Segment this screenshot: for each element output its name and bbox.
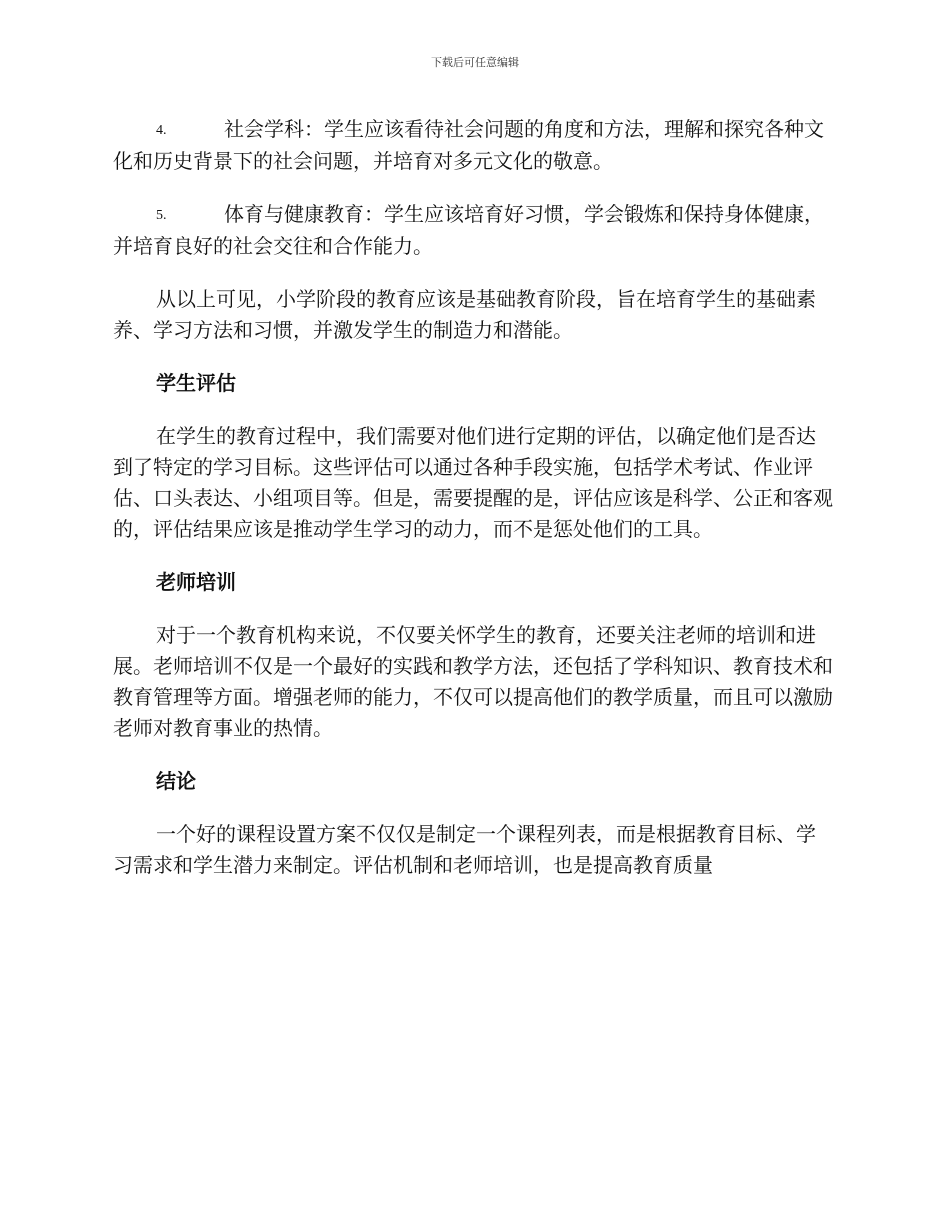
list-item-text: 体育与健康教育：学生应该培育好习惯，学会锻炼和保持身体健康，并培育良好的社会交往和合作能力。 — [113, 202, 824, 258]
section-heading-teacher-training: 老师培训 — [156, 570, 236, 594]
list-item-text: 社会学科：学生应该看待社会问题的角度和方法，理解和探究各种文化和历史背景下的社会问题，并培育对多元文化的敬意。 — [113, 117, 824, 173]
page-header: 下载后可任意编辑 — [431, 56, 519, 69]
list-item — [113, 114, 833, 177]
section-heading-conclusion: 结论 — [156, 769, 196, 793]
list-item — [113, 199, 833, 262]
section-paragraph-student-assessment: 在学生的教育过程中，我们需要对他们进行定期的评估，以确定他们是否达到了特定的学习目标。这些评估可以通过各种手段实施，包括学术考试、作业评估、口头表达、小组项目等。但是，需要提醒的是，评估应该是科学、公正和客观的，评估结果应该是推动学生学习的动力，而不是惩处他们的工具。 — [113, 424, 833, 541]
section-heading-student-assessment: 学生评估 — [156, 371, 236, 395]
section-paragraph-teacher-training: 对于一个教育机构来说，不仅要关怀学生的教育，还要关注老师的培训和进展。老师培训不仅是一个最好的实践和教学方法，还包括了学科知识、教育技术和教育管理等方面。增强老师的能力，不仅可以提高他们的教学质量，而且可以激励老师对教育事业的热情。 — [113, 623, 833, 740]
list-number: 4. — [156, 123, 167, 138]
section-paragraph-conclusion: 一个好的课程设置方案不仅仅是制定一个课程列表，而是根据教育目标、学习需求和学生潜力来制定。评估机制和老师培训，也是提高教育质量 — [113, 822, 816, 877]
summary-paragraph: 从以上可见，小学阶段的教育应该是基础教育阶段，旨在培育学生的基础素养、学习方法和习惯，并激发学生的制造力和潜能。 — [113, 287, 816, 342]
document-body — [113, 114, 833, 903]
list-number: 5. — [156, 208, 167, 223]
